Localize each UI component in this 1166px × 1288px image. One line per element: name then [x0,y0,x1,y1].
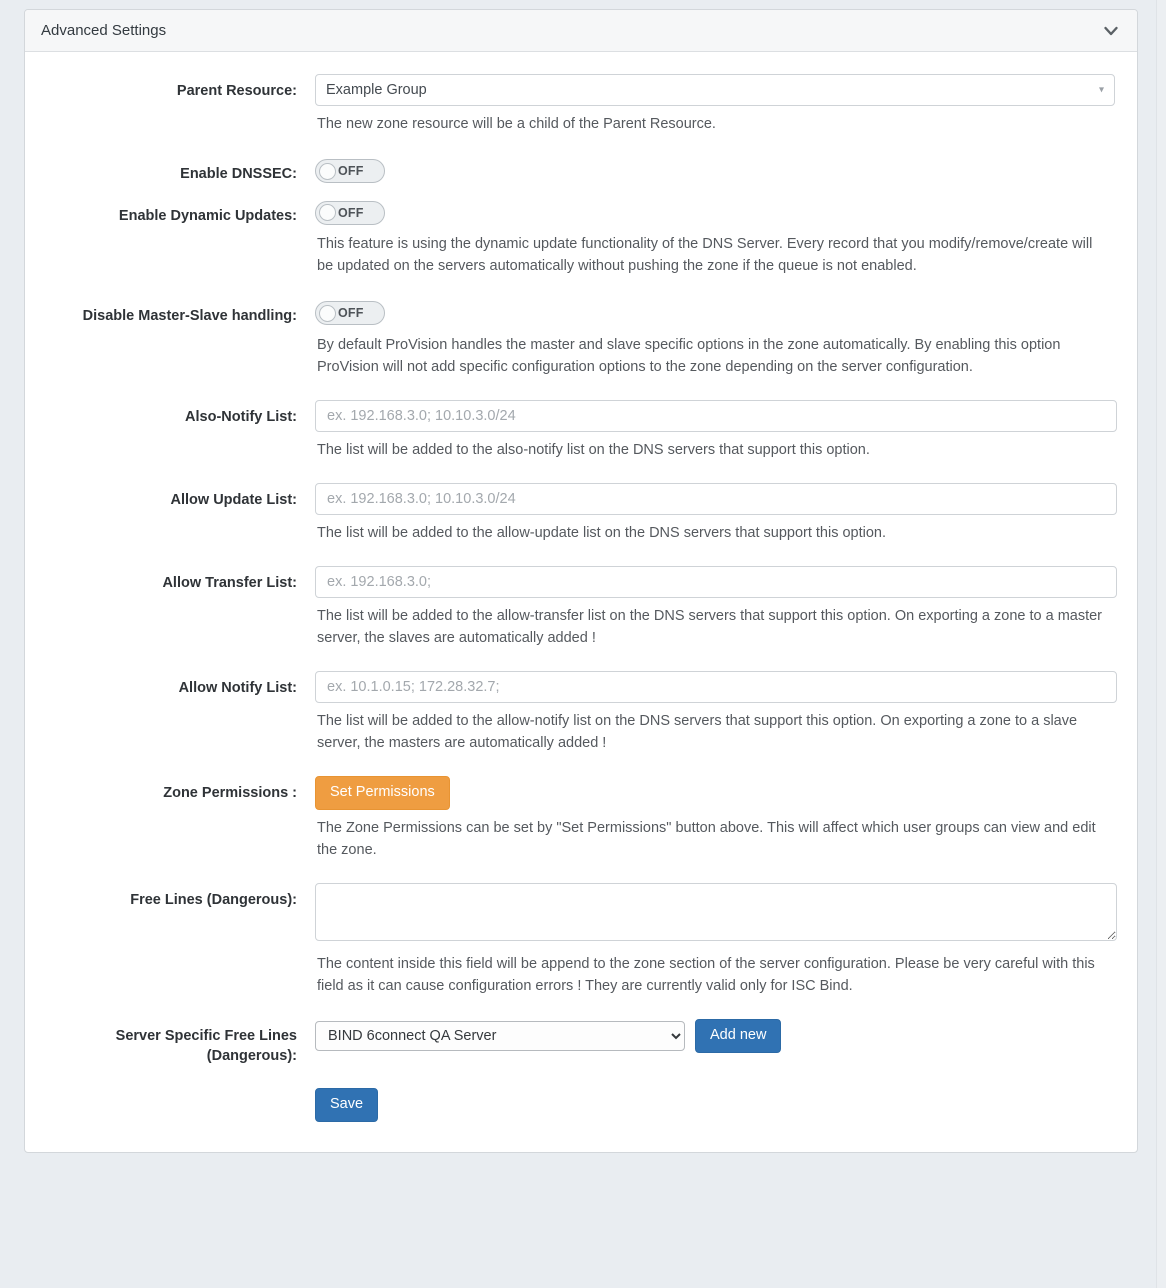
row-free-lines [25,883,1137,997]
spacer [25,754,1137,776]
spacer [25,997,1137,1019]
zone-permissions-label: Zone Permissions : [163,784,297,801]
allow-transfer-list-help: The list will be added to the allow-transfer list on the DNS servers that support this option. On exporting a zone to a master server, the slaves are automatically added ! [317,607,1103,646]
spacer [25,461,1137,483]
parent-resource-value: Example Group [326,82,427,98]
also-notify-list-help: The list will be added to the also-notify list on the DNS servers that support this option. [317,441,870,458]
allow-transfer-list-input[interactable] [315,566,1117,598]
allow-notify-list-input[interactable] [315,671,1117,703]
allow-update-list-help: The list will be added to the allow-update list on the DNS servers that support this option. [317,524,887,541]
spacer [25,277,1137,299]
spacer [25,135,1137,157]
scrollbar-track[interactable] [1156,0,1166,1288]
parent-resource-select[interactable] [315,74,1115,106]
row-enable-dnssec [25,157,1137,185]
spacer [25,1066,1137,1088]
page-title: Advanced Settings [41,22,167,39]
set-permissions-button[interactable]: Set Permissions [315,776,450,810]
row-zone-permissions [25,776,1137,861]
save-button[interactable]: Save [315,1088,378,1122]
row-parent-resource [25,74,1137,135]
enable-dynamic-updates-state: OFF [338,205,364,220]
enable-dnssec-toggle[interactable] [315,159,385,183]
row-also-notify-list [25,400,1137,461]
disable-master-slave-state: OFF [338,306,364,321]
chevron-down-icon[interactable] [1101,21,1121,41]
server-specific-free-lines-label: Server Specific Free Lines (Dangerous): [115,1027,297,1064]
zone-permissions-help: The Zone Permissions can be set by "Set Permissions" button above. This will affect which user groups can view and edit the zone. [317,819,1096,858]
row-allow-update-list [25,483,1137,544]
spacer [25,185,1137,199]
row-server-specific-free-lines [25,1019,1137,1066]
toggle-knob [319,204,336,221]
row-allow-notify-list [25,671,1137,754]
disable-master-slave-help: By default ProVision handles the master and slave specific options in the zone automatically. By enabling this option ProVision will not add specific configuration options to the zone depending on the server configuration. [317,336,1061,375]
enable-dynamic-updates-label: Enable Dynamic Updates: [118,207,297,224]
spacer [25,861,1137,883]
enable-dynamic-updates-help: This feature is using the dynamic update functionality of the DNS Server. Every record that you modify/remove/create will be updated on the servers automatically without pushing the zone if the queue is not enabled. [317,236,1093,275]
row-disable-master-slave [25,299,1137,378]
panel-body [25,52,1137,1152]
chevron-down-icon: ▾ [1098,84,1104,96]
allow-notify-list-label: Allow Notify List: [178,679,297,696]
disable-master-slave-toggle[interactable] [315,301,385,325]
allow-notify-list-help: The list will be added to the allow-notify list on the DNS servers that support this option. On exporting a zone to a slave server, the masters are automatically added ! [317,712,1078,751]
also-notify-list-input[interactable] [315,400,1117,432]
spacer [25,544,1137,566]
toggle-knob [319,163,336,180]
advanced-settings-panel [24,9,1138,1153]
add-new-button[interactable]: Add new [695,1019,781,1053]
free-lines-textarea[interactable] [315,883,1117,941]
panel-header[interactable] [25,10,1137,52]
spacer [25,649,1137,671]
row-save [25,1088,1137,1122]
free-lines-label: Free Lines (Dangerous): [130,891,297,908]
enable-dynamic-updates-toggle[interactable] [315,201,385,225]
disable-master-slave-label: Disable Master-Slave handling: [82,308,297,325]
row-enable-dynamic-updates [25,199,1137,278]
parent-resource-label: Parent Resource: [176,83,297,99]
enable-dnssec-label: Enable DNSSEC: [180,166,297,183]
toggle-knob [319,305,336,322]
allow-transfer-list-label: Allow Transfer List: [162,574,297,591]
parent-resource-help: The new zone resource will be a child of the Parent Resource. [317,116,716,132]
server-specific-free-lines-select[interactable] [315,1021,685,1051]
enable-dnssec-state: OFF [338,164,364,179]
save-row-spacer [25,1088,315,1096]
row-allow-transfer-list [25,566,1137,649]
also-notify-list-label: Also-Notify List: [185,408,297,425]
spacer [25,378,1137,400]
allow-update-list-label: Allow Update List: [170,491,297,508]
free-lines-help: The content inside this field will be append to the zone section of the server configuration. Please be very careful with this field as it can cause configuration errors ! They are currently valid only for ISC Bind. [317,955,1095,994]
allow-update-list-input[interactable] [315,483,1117,515]
